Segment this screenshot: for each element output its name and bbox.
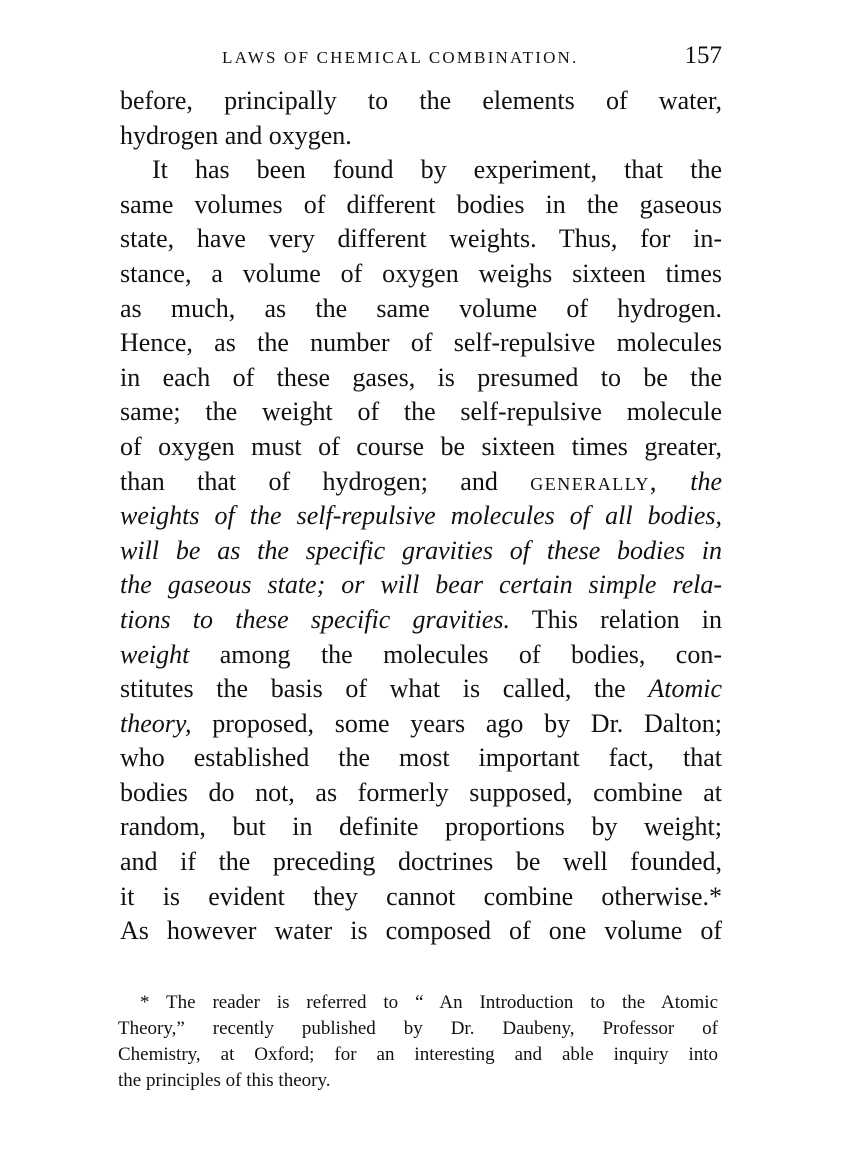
text-line xyxy=(120,672,722,707)
footnote xyxy=(118,990,718,1094)
text-line: same; the weight of the self-repulsive molecule xyxy=(120,397,722,427)
text-line: same volumes of different bodies in the gaseous xyxy=(120,189,722,219)
italic-text: weight xyxy=(120,639,190,669)
footnote-line: * The reader is referred to “ An Introduction to the Atomic xyxy=(140,992,718,1013)
body-text xyxy=(120,84,722,949)
text-line xyxy=(120,707,722,742)
text-line: Hence, as the number of self-repulsive molecules xyxy=(120,328,722,358)
text-line: in each of these gases, is presumed to be the xyxy=(120,362,722,392)
text-line xyxy=(120,603,722,638)
italic-text: theory, xyxy=(120,708,192,738)
footnote-line: Theory,” recently published by Dr. Daubeny, Professor of xyxy=(118,1018,718,1039)
text-line: and if the preceding doctrines be well founded, xyxy=(120,847,722,877)
text-line: As however water is composed of one volume of xyxy=(120,916,722,946)
italic-text-line: weights of the self-repulsive molecules of all bodies, xyxy=(120,501,722,531)
text-line: it is evident they cannot combine otherwise.* xyxy=(120,881,722,911)
footnote-line: Chemistry, at Oxford; for an interesting and able inquiry into xyxy=(118,1044,718,1065)
text-line: of oxygen must of course be sixteen times greater, xyxy=(120,431,722,461)
text-line: stance, a volume of oxygen weighs sixteen times xyxy=(120,258,722,288)
text-line: who established the most important fact, that xyxy=(120,743,722,773)
text-segment: This relation in xyxy=(531,604,723,634)
text-line: hydrogen and oxygen. xyxy=(120,120,352,150)
text-line: as much, as the same volume of hydrogen. xyxy=(120,293,722,323)
text-line: random, but in definite proportions by weight; xyxy=(120,812,722,842)
italic-text-line: the gaseous state; or will bear certain simple rela- xyxy=(120,570,722,600)
text-line: before, principally to the elements of water, xyxy=(120,86,722,115)
italic-text-line: will be as the specific gravities of these bodies in xyxy=(120,535,722,565)
small-caps-text: generally, xyxy=(530,466,658,496)
text-segment: than that of hydrogen; and xyxy=(120,466,498,496)
text-segment: among the molecules of bodies, con- xyxy=(219,639,722,669)
italic-text: Atomic xyxy=(648,674,723,704)
text-segment: stitutes the basis of what is called, the xyxy=(120,674,626,704)
italic-text: the xyxy=(690,466,723,496)
page-number: 157 xyxy=(684,42,722,69)
text-line: state, have very different weights. Thus, for in- xyxy=(120,224,722,254)
text-segment: proposed, some years ago by Dr. Dalton; xyxy=(212,708,722,738)
footnote-line: the principles of this theory. xyxy=(118,1070,331,1091)
text-line: bodies do not, as formerly supposed, combine at xyxy=(120,777,722,807)
text-line: It has been found by experiment, that the xyxy=(152,155,722,185)
italic-text: tions to these specific gravities. xyxy=(120,604,510,634)
running-head: LAWS OF CHEMICAL COMBINATION. xyxy=(222,48,579,67)
text-line xyxy=(120,638,722,673)
page-header xyxy=(222,42,722,72)
text-line xyxy=(120,465,722,500)
